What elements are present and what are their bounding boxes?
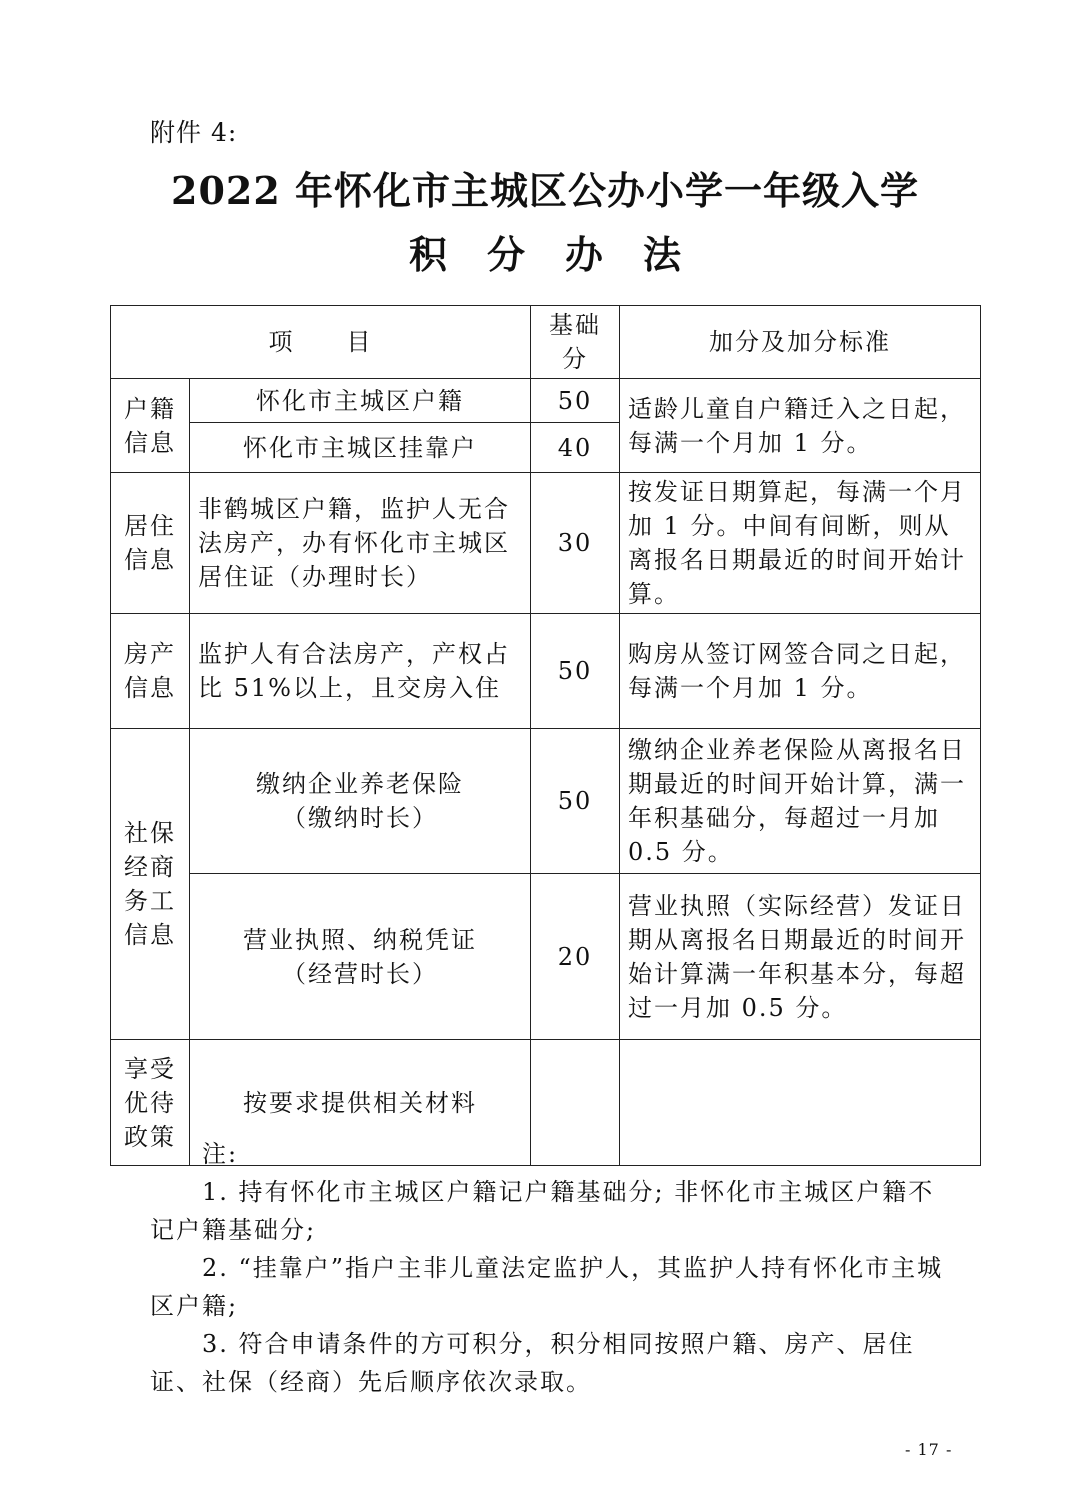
- header-base: 基础分: [531, 306, 620, 379]
- item-shebao-license: [190, 874, 531, 1040]
- header-bonus: 加分及加分标准: [620, 306, 981, 379]
- note-2: 2. “挂靠户”指户主非儿童法定监护人，其监护人持有怀化市主城区户籍;: [150, 1254, 944, 1320]
- document-subtitle: 积分办法: [408, 232, 721, 277]
- note-1: 1. 持有怀化市主城区户籍记户籍基础分; 非怀化市主城区户籍不记户籍基础分;: [150, 1178, 935, 1244]
- item-shebao-license-line1: 营业执照、纳税凭证: [243, 925, 477, 954]
- category-fangchan: 房产信息: [111, 614, 190, 729]
- base-fangchan: 50: [531, 614, 620, 729]
- table-row: [111, 614, 981, 729]
- item-shebao-pension: [190, 729, 531, 874]
- base-juzhu: 30: [531, 473, 620, 614]
- category-shebao: 社保经商务工信息: [111, 729, 190, 1040]
- bonus-juzhu: 按发证日期算起，每满一个月加 1 分。中间有间断，则从离报名日期最近的时间开始计算。: [620, 473, 981, 614]
- item-shebao-license-line2: （经营时长）: [282, 959, 438, 988]
- item-youdai: 按要求提供相关材料: [190, 1040, 531, 1166]
- category-juzhu: 居住信息: [111, 473, 190, 614]
- bonus-huji: 适龄儿童自户籍迁入之日起，每满一个月加 1 分。: [620, 379, 981, 473]
- attachment-label: 附件 4:: [150, 118, 238, 147]
- item-huji-main: 怀化市主城区户籍: [190, 379, 531, 423]
- table-header-row: [111, 306, 981, 379]
- table-row: [111, 874, 981, 1040]
- item-huji-guakao: 怀化市主城区挂靠户: [190, 423, 531, 473]
- bonus-shebao-license: 营业执照（实际经营）发证日期从离报名日期最近的时间开始计算满一年积基本分，每超过一月加 0.5 分。: [620, 874, 981, 1040]
- category-huji: 户籍信息: [111, 379, 190, 473]
- notes-section: [150, 1135, 950, 1401]
- header-item: 项 目: [111, 306, 531, 379]
- table-row: [111, 729, 981, 874]
- table-row: [111, 473, 981, 614]
- item-juzhu: 非鹤城区户籍，监护人无合法房产，办有怀化市主城区居住证（办理时长）: [190, 473, 531, 614]
- item-shebao-pension-line2: （缴纳时长）: [282, 804, 438, 832]
- bonus-fangchan: 购房从签订网签合同之日起，每满一个月加 1 分。: [620, 614, 981, 729]
- category-youdai: 享受优待政策: [111, 1040, 190, 1166]
- base-huji-main: 50: [531, 379, 620, 423]
- note-3: 3. 符合申请条件的方可积分，积分相同按照户籍、房产、居住证、社保（经商）先后顺序依次录取。: [150, 1330, 915, 1396]
- bonus-shebao-pension: 缴纳企业养老保险从离报名日期最近的时间开始计算，满一年积基础分，每超过一月加 0.5 分。: [620, 729, 981, 874]
- document-title: 2022 年怀化市主城区公办小学一年级入学: [171, 168, 919, 213]
- notes-label: 注:: [202, 1140, 239, 1168]
- base-shebao-pension: 50: [531, 729, 620, 874]
- base-shebao-license: 20: [531, 874, 620, 1040]
- table-row: [111, 379, 981, 423]
- item-fangchan: 监护人有合法房产，产权占比 51%以上，且交房入住: [190, 614, 531, 729]
- base-huji-guakao: 40: [531, 423, 620, 473]
- item-shebao-pension-line1: 缴纳企业养老保险: [256, 770, 464, 798]
- score-table: [110, 305, 981, 1166]
- page-number: - 17 -: [905, 1440, 953, 1459]
